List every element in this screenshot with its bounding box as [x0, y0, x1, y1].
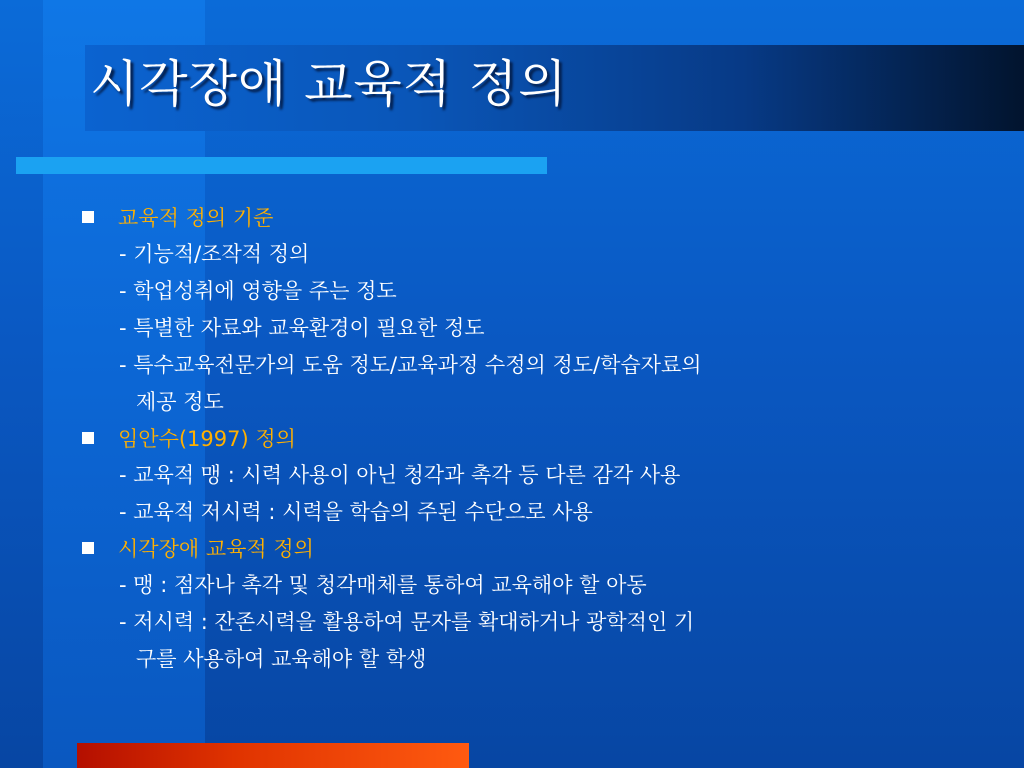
section-heading-row — [78, 421, 978, 457]
section-heading-row — [78, 200, 978, 236]
list-item: - 학업성취에 영향을 주는 정도 — [119, 279, 397, 303]
list-item: - 특별한 자료와 교육환경이 필요한 정도 — [119, 316, 485, 340]
square-bullet-icon — [82, 211, 94, 223]
square-bullet-icon — [82, 542, 94, 554]
list-item-continuation: 구를 사용하여 교육해야 할 학생 — [136, 647, 427, 671]
accent-bar — [16, 157, 547, 174]
section-visual-impairment — [78, 531, 978, 678]
slide-content — [78, 200, 978, 678]
section-heading: 임안수(1997) 정의 — [118, 427, 296, 451]
list-item: - 교육적 저시력 : 시력을 학습의 주된 수단으로 사용 — [119, 500, 593, 524]
bottom-accent-bar — [77, 743, 469, 768]
list-item: - 저시력 : 잔존시력을 활용하여 문자를 확대하거나 광학적인 기 — [119, 610, 695, 634]
section-heading: 교육적 정의 기준 — [118, 206, 274, 230]
section-im-ansu — [78, 421, 978, 531]
list-item: - 기능적/조작적 정의 — [119, 242, 310, 266]
section-criteria — [78, 200, 978, 421]
list-item: - 특수교육전문가의 도움 정도/교육과정 수정의 정도/학습자료의 — [119, 353, 702, 377]
list-item-continuation: 제공 정도 — [136, 390, 224, 414]
list-item: - 교육적 맹 : 시력 사용이 아닌 청각과 촉각 등 다른 감각 사용 — [119, 463, 681, 487]
slide-title: 시각장애 교육적 정의 — [90, 55, 568, 113]
list-item: - 맹 : 점자나 촉각 및 청각매체를 통하여 교육해야 할 아동 — [119, 573, 647, 597]
section-heading: 시각장애 교육적 정의 — [118, 537, 314, 561]
section-heading-row — [78, 531, 978, 567]
square-bullet-icon — [82, 432, 94, 444]
